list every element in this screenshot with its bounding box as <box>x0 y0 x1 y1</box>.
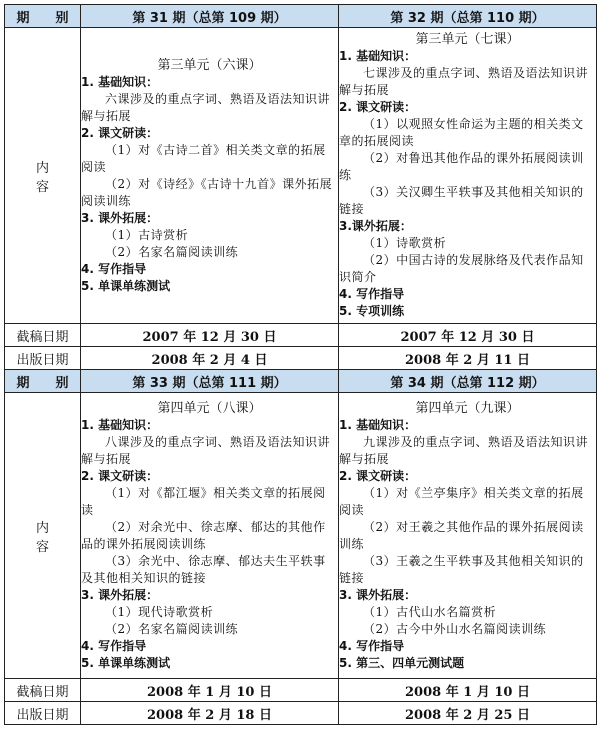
deadline-date: 2007 年 12 月 30 日 <box>339 324 597 347</box>
section-heading: 3. 课外拓展： <box>339 587 417 602</box>
section-line: （2）对《诗经》《古诗十九首》课外拓展阅读训练 <box>81 176 333 208</box>
publish-date: 2008 年 2 月 25 日 <box>339 702 597 725</box>
deadline-row <box>5 679 597 702</box>
header-row <box>5 5 597 28</box>
section-line: （3）余光中、徐志摩、郁达夫生平轶事及其他相关知识的链接 <box>81 553 326 585</box>
publish-row <box>5 702 597 725</box>
publish-row <box>5 347 597 370</box>
unit-title: 第四单元（八课） <box>157 400 262 416</box>
issue-content <box>339 393 597 679</box>
section-heading: 5. 单课单练测试 <box>81 278 171 293</box>
publish-label: 出版日期 <box>5 702 81 725</box>
section-heading: 5. 第三、四单元测试题 <box>339 655 465 670</box>
section-line: （3）关汉卿生平轶事及其他相关知识的链接 <box>339 185 584 216</box>
period-label: 期 别 <box>5 370 81 393</box>
publish-date: 2008 年 2 月 18 日 <box>81 702 339 725</box>
content-label-top: 内 <box>35 520 49 536</box>
section-heading: 3. 课外拓展： <box>81 210 159 225</box>
deadline-date: 2008 年 1 月 10 日 <box>339 679 597 702</box>
section-heading: 3.课外拓展： <box>339 219 412 233</box>
section-heading: 4. 写作指导 <box>339 638 405 653</box>
section-heading: 4. 写作指导 <box>81 638 147 653</box>
deadline-label: 截稿日期 <box>5 679 81 702</box>
deadline-date: 2007 年 12 月 30 日 <box>81 324 339 347</box>
section-heading: 2. 课文研读： <box>81 125 159 140</box>
content-label-cell <box>5 393 81 679</box>
deadline-date: 2008 年 1 月 10 日 <box>81 679 339 702</box>
section-heading: 5. 单课单练测试 <box>81 655 171 670</box>
content-row <box>5 28 597 324</box>
section-line: （1）诗歌赏析 <box>363 236 447 250</box>
section-line: （1）古代山水名篇赏析 <box>363 604 497 619</box>
header-row <box>5 370 597 393</box>
section-line: （2）对王羲之其他作品的课外拓展阅读训练 <box>339 519 584 551</box>
section-line: （1）对《都江堰》相关类文章的拓展阅读 <box>81 485 326 517</box>
section-line: （2）对鲁迅其他作品的课外拓展阅读训练 <box>339 151 584 182</box>
section-line: 九课涉及的重点字词、熟语及语法知识讲解与拓展 <box>339 434 589 466</box>
section-line: （2）对余光中、徐志摩、郁达的其他作品的课外拓展阅读训练 <box>81 519 326 551</box>
issue-title: 第 34 期（总第 112 期） <box>339 370 597 393</box>
section-line: （2）古今中外山水名篇阅读训练 <box>363 621 547 636</box>
section-line: （1）对《兰亭集序》相关类文章的拓展阅读 <box>339 485 584 517</box>
unit-title: 第四单元（九课） <box>415 400 520 416</box>
section-heading: 1. 基础知识： <box>339 49 417 63</box>
unit-title: 第三单元（七课） <box>415 32 520 47</box>
issue-title: 第 32 期（总第 110 期） <box>339 5 597 28</box>
section-line: （1）对《古诗二首》相关类文章的拓展阅读 <box>81 142 326 174</box>
section-heading: 2. 课文研读： <box>339 468 417 483</box>
section-line: （1）古诗赏析 <box>105 227 189 242</box>
section-heading: 5. 专项训练 <box>339 304 405 318</box>
issue-schedule-table <box>4 4 597 725</box>
content-label-top: 内 <box>35 160 49 176</box>
issue-title: 第 33 期（总第 111 期） <box>81 370 339 393</box>
section-heading: 1. 基础知识： <box>81 417 159 432</box>
issue-title: 第 31 期（总第 109 期） <box>81 5 339 28</box>
publish-label: 出版日期 <box>5 347 81 370</box>
period-label: 期 别 <box>5 5 81 28</box>
section-line: （1）现代诗歌赏析 <box>105 604 214 619</box>
deadline-row <box>5 324 597 347</box>
issue-content <box>339 28 597 324</box>
section-line: 八课涉及的重点字词、熟语及语法知识讲解与拓展 <box>81 434 331 466</box>
section-line: （2）名家名篇阅读训练 <box>105 621 239 636</box>
section-heading: 3. 课外拓展： <box>81 587 159 602</box>
publish-date: 2008 年 2 月 11 日 <box>339 347 597 370</box>
section-line: 六课涉及的重点字词、熟语及语法知识讲解与拓展 <box>81 91 331 123</box>
section-line: （2）名家名篇阅读训练 <box>105 244 239 259</box>
section-line: （3）王羲之生平轶事及其他相关知识的链接 <box>339 553 584 585</box>
content-label-bottom: 容 <box>35 539 49 555</box>
section-heading: 4. 写作指导 <box>339 287 405 301</box>
deadline-label: 截稿日期 <box>5 324 81 347</box>
section-heading: 2. 课文研读： <box>81 468 159 483</box>
section-heading: 1. 基础知识： <box>81 74 159 89</box>
issue-content <box>81 393 339 679</box>
publish-date: 2008 年 2 月 4 日 <box>81 347 339 370</box>
section-heading: 4. 写作指导 <box>81 261 147 276</box>
content-label-cell <box>5 28 81 324</box>
content-row <box>5 393 597 679</box>
unit-title: 第三单元（六课） <box>157 57 262 73</box>
issue-content <box>81 28 339 324</box>
section-heading: 1. 基础知识： <box>339 417 417 432</box>
section-line: （1）以观照女性命运为主题的相关类文章的拓展阅读 <box>339 117 584 148</box>
section-line: （2）中国古诗的发展脉络及代表作品知识简介 <box>339 253 584 284</box>
content-label-bottom: 容 <box>35 179 49 195</box>
section-heading: 2. 课文研读： <box>339 100 417 114</box>
section-line: 七课涉及的重点字词、熟语及语法知识讲解与拓展 <box>339 66 589 97</box>
